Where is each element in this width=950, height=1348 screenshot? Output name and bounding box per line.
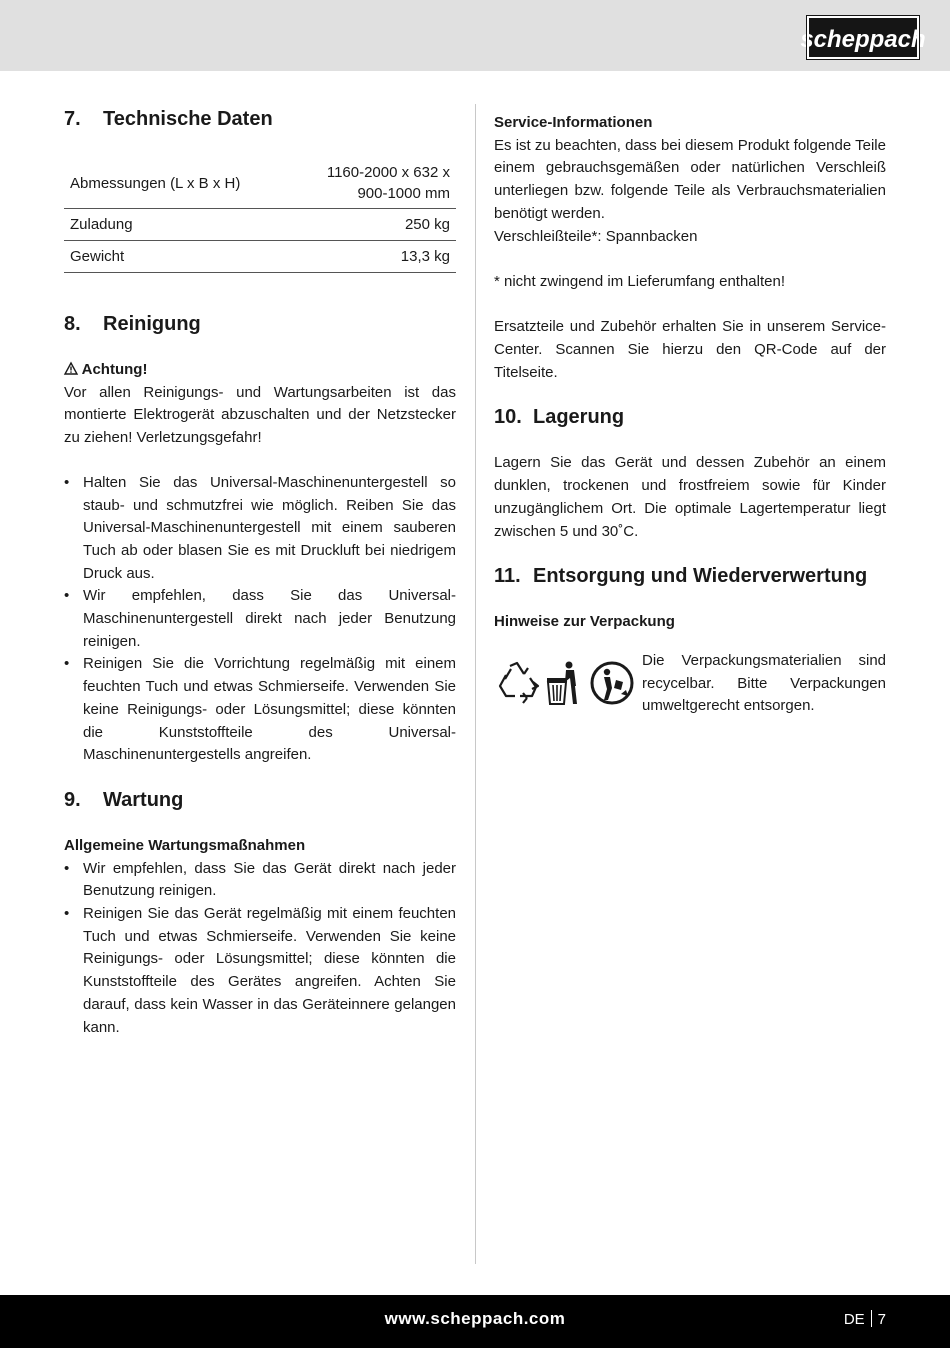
section-11-heading: 11. Entsorgung und Wiederverwertung — [494, 565, 868, 588]
warning-text: Vor allen Reinigungs- und Wartungsarbeiten ist das montierte Elektrogerät abzuschalten und der Netzstecker zu ziehen! Verletzungsgefahr! — [64, 383, 456, 447]
wear-note: * nicht zwingend im Lieferumfang enthalten! — [494, 272, 786, 290]
list-item: • Wir empfehlen, dass Sie das Gerät direkt nach jeder Benutzung reinigen. — [64, 858, 456, 903]
list-item: • Reinigen Sie die Vorrichtung regelmäßig mit einem feuchten Tuch und etwas Schmierseife. Verwenden Sie keine Reinigungs- oder Lösungsmittel; diese könnten die Kunststoffteile des Universal-Maschinenuntergestells angreifen. — [64, 653, 456, 767]
warning-title: Achtung! — [64, 359, 456, 382]
spec-label: Abmessungen (L x B x H) — [70, 174, 241, 192]
spec-label: Gewicht — [70, 248, 125, 265]
list-item: • Wir empfehlen, dass Sie das Universal-Maschinenuntergestell direkt nach jeder Benutzung reinigen. — [64, 585, 456, 653]
recycling-icon — [494, 660, 540, 706]
packaging-icons — [494, 650, 642, 706]
table-row — [64, 158, 456, 209]
warning-icon — [64, 361, 82, 378]
table-row — [64, 241, 456, 273]
packaging-text: Die Verpackungsmaterialien sind recycelbar. Bitte Verpackungen umweltgerecht entsorgen. — [642, 651, 886, 715]
recycle-person-icon — [588, 660, 636, 706]
page-indicator — [844, 1310, 886, 1328]
list-item: • Halten Sie das Universal-Maschinenuntergestell so staub- und schmutzfrei wie möglich. Reiben Sie das Universal-Maschinenuntergestell mit einem sauberen Tuch ab oder blasen Sie es mit Druckluft bei niedrigem Druck aus. — [64, 472, 456, 586]
maintenance-list — [64, 858, 456, 1040]
spec-label: Zuladung — [70, 216, 133, 233]
brand-logo-mark — [800, 21, 926, 55]
packaging-subtitle: Hinweise zur Verpackung — [494, 613, 675, 631]
cleaning-list — [64, 472, 456, 767]
header-bar — [0, 0, 950, 71]
brand-logo — [800, 16, 926, 59]
page-number: 7 — [877, 1311, 886, 1328]
footer-bar — [0, 1295, 950, 1348]
svg-text:scheppach: scheppach — [800, 25, 926, 53]
section-8-heading: 8. Reinigung — [64, 313, 201, 335]
spec-table — [64, 158, 456, 273]
section-10-heading: 10. Lagerung — [494, 406, 625, 429]
packaging-info — [494, 650, 886, 718]
wear-parts: Verschleißteile*: Spannbacken — [494, 227, 698, 245]
maintenance-subtitle: Allgemeine Wartungsmaßnahmen — [64, 836, 306, 854]
spec-value: 1160-2000 x 632 x 900-1000 mm — [326, 164, 450, 202]
section-7-heading: 7. Technische Daten — [64, 108, 273, 130]
service-text: Es ist zu beachten, dass bei diesem Produkt folgende Teile einem gebrauchsgemäßen oder natürlichen Verschleiß unterliegen bzw. folgende Teile als Verbrauchsmaterialien benötigt werden. — [494, 136, 886, 222]
table-row — [64, 209, 456, 241]
section-9-heading: 9. Wartung — [64, 788, 184, 811]
trash-bin-icon — [544, 660, 584, 706]
right-column — [494, 112, 886, 718]
spec-value: 13,3 kg — [400, 248, 450, 265]
language-code: DE — [843, 1311, 865, 1328]
spec-value: 250 kg — [404, 216, 450, 233]
spare-parts-text: Ersatzteile und Zubehör erhalten Sie in unserem Service-Center. Scannen Sie hierzu den QR-Code auf der Titelseite. — [494, 318, 886, 381]
service-title: Service-Informationen — [494, 114, 653, 131]
storage-text: Lagern Sie das Gerät und dessen Zubehör an einem dunklen, trockenen und frostfreiem sowie für Kinder unzugänglichem Ort. Die optimale Lagertemperatur liegt zwischen 5 und 30˚C. — [494, 454, 886, 540]
left-column — [64, 104, 456, 1039]
column-divider — [475, 104, 476, 1264]
list-item: • Reinigen Sie das Gerät regelmäßig mit einem feuchten Tuch und etwas Schmierseife. Verwenden Sie keine Reinigungs- oder Lösungsmittel; diese könnten die Kunststoffteile des Gerätes angreifen. Achten Sie darauf, dass kein Wasser in das Geräteinnere gelangen kann. — [64, 903, 456, 1039]
website-link[interactable]: www.scheppach.com — [384, 1309, 566, 1328]
